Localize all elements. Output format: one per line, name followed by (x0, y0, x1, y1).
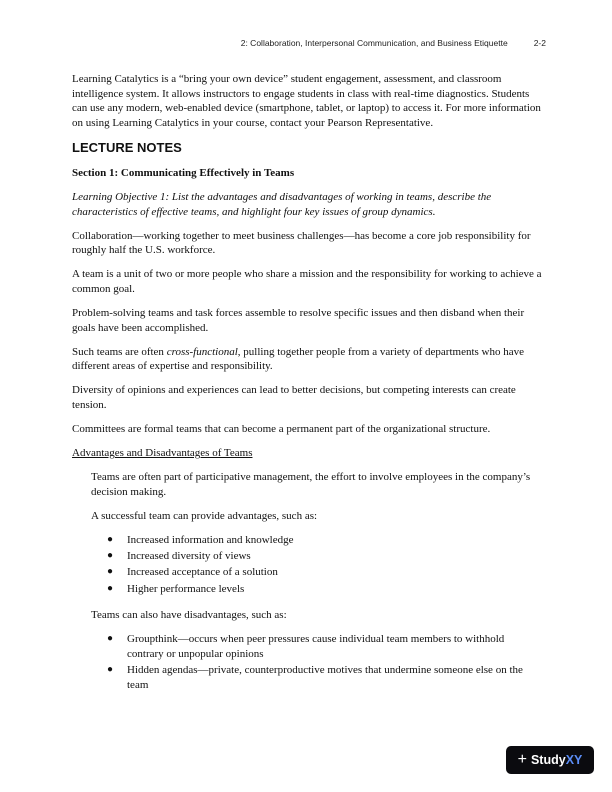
bullet-icon: ● (107, 534, 114, 546)
learning-objective: Learning Objective 1: List the advantages and disadvantages of working in teams, describe the characteristics of effective teams, and highlight four key issues of group dynamics. (72, 190, 492, 218)
list-item (107, 632, 542, 661)
committees-paragraph: Committees are formal teams that can become a permanent part of the organizational structure. (72, 423, 491, 436)
list-item (107, 565, 542, 580)
header-title: 2: Collaboration, Interpersonal Communication, and Business Etiquette (240, 38, 508, 48)
advantages-section (91, 470, 542, 523)
studyxy-watermark (506, 746, 594, 774)
brand-main: Study (530, 753, 566, 767)
page-number: 2-2 (533, 38, 546, 48)
list-item-text: Higher performance levels (127, 582, 245, 595)
bullet-icon: ● (107, 550, 114, 562)
list-item-text: Increased diversity of views (127, 550, 251, 563)
participative-paragraph: Teams are often part of participative management, the effort to involve employees in the company’s decision making. (91, 471, 531, 498)
page-content (72, 72, 542, 704)
cross-functional-term: cross-functional (166, 345, 238, 358)
lecture-notes-heading: LECTURE NOTES (72, 139, 182, 155)
running-header (72, 38, 546, 48)
disadvantages-list (107, 632, 542, 692)
list-item (107, 549, 542, 564)
plus-icon: + (517, 751, 527, 768)
cross-functional-text-before: Such teams are often (72, 345, 167, 358)
diversity-paragraph: Diversity of opinions and experiences can lead to better decisions, but competing interests can create tension. (72, 384, 516, 411)
bullet-icon: ● (107, 633, 114, 645)
brand-name (531, 753, 582, 767)
bullet-icon: ● (107, 664, 114, 676)
list-item-text: Groupthink—occurs when peer pressures cause individual team members to withhold contrary or unpopular opinions (127, 633, 505, 660)
list-item (107, 533, 542, 548)
list-item (107, 663, 542, 692)
cross-functional-text-after: , pulling together people from a variety of departments who have different areas of expertise and responsibility. (72, 345, 524, 373)
list-item-text: Increased acceptance of a solution (127, 566, 278, 579)
disadvantages-intro: Teams can also have disadvantages, such as: (91, 609, 287, 622)
cross-functional-paragraph (72, 345, 542, 374)
bullet-icon: ● (107, 582, 114, 594)
advantages-heading: Advantages and Disadvantages of Teams (72, 447, 253, 460)
advantages-list (107, 533, 542, 596)
disadvantages-intro-wrap (91, 608, 542, 623)
list-item-text: Hidden agendas—private, counterproductive motives that undermine someone else on the team (127, 664, 523, 691)
problem-solving-paragraph: Problem-solving teams and task forces assemble to resolve specific issues and then disband when their goals have been accomplished. (72, 307, 525, 334)
team-definition-paragraph: A team is a unit of two or more people who share a mission and the responsibility for working to achieve a common goal. (72, 268, 542, 295)
list-item (107, 582, 542, 597)
bullet-icon: ● (107, 566, 114, 578)
advantages-intro: A successful team can provide advantages, such as: (91, 509, 318, 522)
intro-paragraph: Learning Catalytics is a “bring your own device” student engagement, assessment, and classroom intelligence system. It allows instructors to engage students in class with real-time diagnostics. Students can use any modern, web-enabled device (smartphone, tablet, or laptop) to access it. For more information on using Learning Catalytics in your course, contact your Pearson Representative. (72, 73, 541, 129)
section-heading: Section 1: Communicating Effectively in Teams (72, 166, 295, 179)
list-item-text: Increased information and knowledge (127, 534, 294, 547)
brand-accent: XY (565, 753, 583, 767)
collaboration-paragraph: Collaboration—working together to meet business challenges—has become a core job responsibility for roughly half the U.S. workforce. (72, 229, 531, 257)
